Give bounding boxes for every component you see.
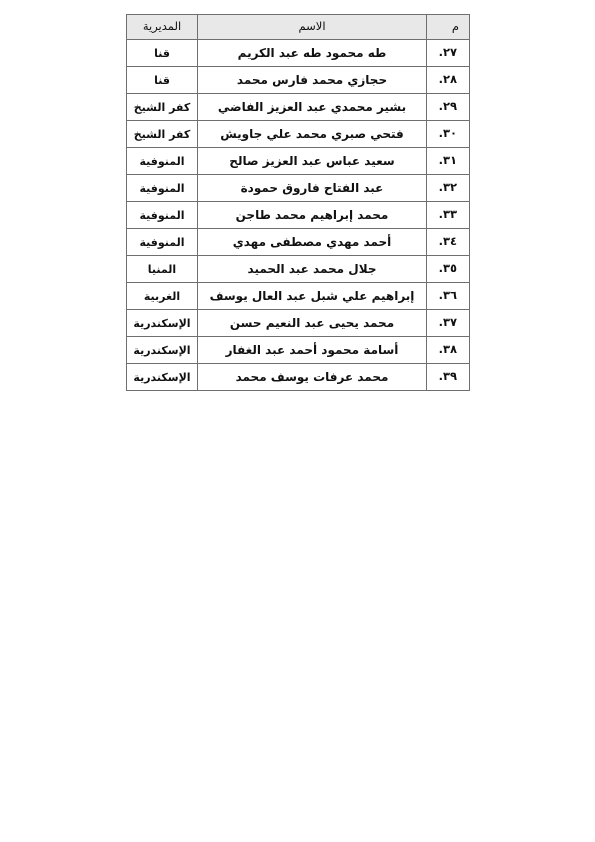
row-number: ٣١.	[427, 148, 470, 175]
row-number: ٣٨.	[427, 337, 470, 364]
row-number: ٣٣.	[427, 202, 470, 229]
row-name: محمد عرفات يوسف محمد	[198, 364, 427, 391]
row-number: ٣٦.	[427, 283, 470, 310]
row-directorate: قنا	[127, 67, 198, 94]
table-row	[127, 94, 470, 121]
table-row	[127, 202, 470, 229]
row-directorate: الغربية	[127, 283, 198, 310]
table-row	[127, 175, 470, 202]
header-directorate: المديرية	[127, 15, 198, 40]
row-directorate: المنوفية	[127, 175, 198, 202]
table-header-row	[127, 15, 470, 40]
row-directorate: المنوفية	[127, 148, 198, 175]
row-name: حجازي محمد فارس محمد	[198, 67, 427, 94]
table-row	[127, 283, 470, 310]
table-row	[127, 337, 470, 364]
row-directorate: قنا	[127, 40, 198, 67]
names-table-container	[126, 14, 469, 391]
row-name: فتحي صبري محمد علي جاويش	[198, 121, 427, 148]
row-name: جلال محمد عبد الحميد	[198, 256, 427, 283]
row-name: سعيد عباس عبد العزيز صالح	[198, 148, 427, 175]
row-name: طه محمود طه عبد الكريم	[198, 40, 427, 67]
row-number: ٢٨.	[427, 67, 470, 94]
row-number: ٢٩.	[427, 94, 470, 121]
row-name: أسامة محمود أحمد عبد الغفار	[198, 337, 427, 364]
row-directorate: كفر الشيخ	[127, 94, 198, 121]
table-row	[127, 121, 470, 148]
row-number: ٣٩.	[427, 364, 470, 391]
table-row	[127, 256, 470, 283]
row-directorate: المنوفية	[127, 229, 198, 256]
table-row	[127, 40, 470, 67]
row-directorate: المنوفية	[127, 202, 198, 229]
row-name: بشير محمدي عبد العزيز الفاضي	[198, 94, 427, 121]
row-directorate: المنيا	[127, 256, 198, 283]
table-row	[127, 310, 470, 337]
row-name: أحمد مهدي مصطفى مهدي	[198, 229, 427, 256]
row-number: ٣٢.	[427, 175, 470, 202]
table-row	[127, 148, 470, 175]
row-number: ٣٠.	[427, 121, 470, 148]
row-directorate: كفر الشيخ	[127, 121, 198, 148]
header-number: م	[427, 15, 470, 40]
header-name: الاسم	[198, 15, 427, 40]
row-name: إبراهيم علي شبل عبد العال يوسف	[198, 283, 427, 310]
table-row	[127, 229, 470, 256]
row-number: ٣٤.	[427, 229, 470, 256]
row-directorate: الإسكندرية	[127, 337, 198, 364]
names-table	[126, 14, 470, 391]
row-number: ٢٧.	[427, 40, 470, 67]
row-number: ٣٥.	[427, 256, 470, 283]
row-directorate: الإسكندرية	[127, 364, 198, 391]
table-row	[127, 364, 470, 391]
row-name: عبد الفتاح فاروق حمودة	[198, 175, 427, 202]
row-name: محمد إبراهيم محمد طاجن	[198, 202, 427, 229]
row-number: ٣٧.	[427, 310, 470, 337]
row-directorate: الإسكندرية	[127, 310, 198, 337]
row-name: محمد يحيى عبد النعيم حسن	[198, 310, 427, 337]
table-row	[127, 67, 470, 94]
